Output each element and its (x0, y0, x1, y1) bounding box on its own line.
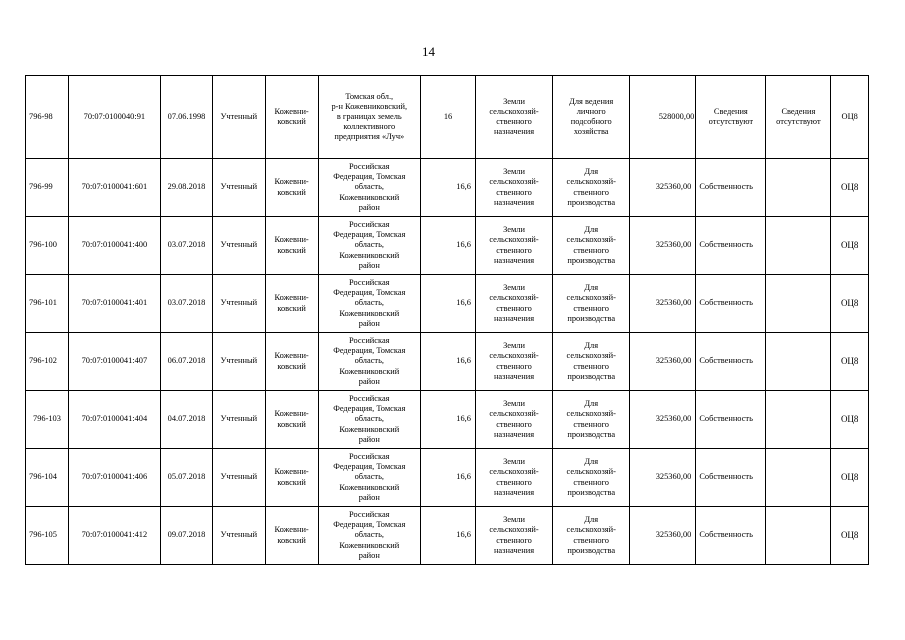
cadastral-value: 325360,00 (630, 333, 696, 391)
zone-code: ОЦ8 (831, 507, 869, 565)
cadastral-number: 70:07:0100041:407 (68, 333, 160, 391)
zone-code: ОЦ8 (831, 76, 869, 159)
area: 16,6 (421, 217, 476, 275)
land-category: Земли сельскохозяй- ственного назначения (475, 391, 552, 449)
cadastral-number: 70:07:0100041:404 (68, 391, 160, 449)
zone-code: ОЦ8 (831, 333, 869, 391)
cadastral-value: 325360,00 (630, 217, 696, 275)
right-type: Собственность (696, 507, 766, 565)
encumbrance (766, 217, 831, 275)
record-number: 796-105 (26, 507, 69, 565)
address: Российская Федерация, Томская область, Кожевниковский район (318, 333, 421, 391)
encumbrance (766, 159, 831, 217)
district: Кожевни- ковский (265, 333, 318, 391)
right-type: Собственность (696, 391, 766, 449)
permitted-use: Для сельскохозяй- ственного производства (553, 449, 630, 507)
table-row (26, 333, 869, 391)
land-category: Земли сельскохозяй- ственного назначения (475, 76, 552, 159)
encumbrance (766, 507, 831, 565)
registration-date: 04.07.2018 (161, 391, 213, 449)
area: 16,6 (421, 159, 476, 217)
area: 16,6 (421, 391, 476, 449)
record-number: 796-100 (26, 217, 69, 275)
encumbrance (766, 391, 831, 449)
record-status: Учтенный (212, 391, 265, 449)
cadastral-number: 70:07:0100041:401 (68, 275, 160, 333)
right-type: Собственность (696, 217, 766, 275)
table-row (26, 449, 869, 507)
zone-code: ОЦ8 (831, 391, 869, 449)
address: Российская Федерация, Томская область, Кожевниковский район (318, 275, 421, 333)
zone-code: ОЦ8 (831, 217, 869, 275)
cadastral-number: 70:07:0100041:412 (68, 507, 160, 565)
record-status: Учтенный (212, 159, 265, 217)
table-row (26, 76, 869, 159)
record-number: 796-104 (26, 449, 69, 507)
cadastral-number: 70:07:0100041:400 (68, 217, 160, 275)
land-category: Земли сельскохозяй- ственного назначения (475, 449, 552, 507)
land-category: Земли сельскохозяй- ственного назначения (475, 159, 552, 217)
page-number: 14 (422, 44, 435, 59)
record-status: Учтенный (212, 449, 265, 507)
encumbrance: Сведения отсутствуют (766, 76, 831, 159)
registration-date: 07.06.1998 (161, 76, 213, 159)
permitted-use: Для сельскохозяй- ственного производства (553, 159, 630, 217)
district: Кожевни- ковский (265, 217, 318, 275)
district: Кожевни- ковский (265, 275, 318, 333)
record-number: 796-99 (26, 159, 69, 217)
record-number: 796-101 (26, 275, 69, 333)
record-status: Учтенный (212, 333, 265, 391)
encumbrance (766, 275, 831, 333)
zone-code: ОЦ8 (831, 449, 869, 507)
address: Российская Федерация, Томская область, Кожевниковский район (318, 159, 421, 217)
record-status: Учтенный (212, 275, 265, 333)
cadastral-value: 325360,00 (630, 159, 696, 217)
permitted-use: Для сельскохозяй- ственного производства (553, 391, 630, 449)
right-type: Собственность (696, 275, 766, 333)
zone-code: ОЦ8 (831, 159, 869, 217)
registration-date: 03.07.2018 (161, 275, 213, 333)
table-row (26, 275, 869, 333)
area: 16,6 (421, 275, 476, 333)
district: Кожевни- ковский (265, 449, 318, 507)
address: Томская обл., р-н Кожевниковский, в границах земель коллективного предприятия «Луч» (318, 76, 421, 159)
right-type: Сведения отсутствуют (696, 76, 766, 159)
district: Кожевни- ковский (265, 507, 318, 565)
registration-date: 05.07.2018 (161, 449, 213, 507)
table-row (26, 391, 869, 449)
right-type: Собственность (696, 449, 766, 507)
address: Российская Федерация, Томская область, Кожевниковский район (318, 391, 421, 449)
table-row (26, 507, 869, 565)
record-number: 796-103 (26, 391, 69, 449)
address: Российская Федерация, Томская область, Кожевниковский район (318, 217, 421, 275)
area: 16,6 (421, 333, 476, 391)
land-registry-table (25, 75, 869, 565)
district: Кожевни- ковский (265, 391, 318, 449)
record-number: 796-102 (26, 333, 69, 391)
land-category: Земли сельскохозяй- ственного назначения (475, 217, 552, 275)
cadastral-value: 325360,00 (630, 449, 696, 507)
record-status: Учтенный (212, 217, 265, 275)
cadastral-number: 70:07:0100041:601 (68, 159, 160, 217)
zone-code: ОЦ8 (831, 275, 869, 333)
record-status: Учтенный (212, 76, 265, 159)
cadastral-value: 325360,00 (630, 507, 696, 565)
cadastral-number: 70:07:0100040:91 (68, 76, 160, 159)
district: Кожевни- ковский (265, 159, 318, 217)
address: Российская Федерация, Томская область, Кожевниковский район (318, 507, 421, 565)
encumbrance (766, 333, 831, 391)
district: Кожевни- ковский (265, 76, 318, 159)
registration-date: 06.07.2018 (161, 333, 213, 391)
cadastral-value: 325360,00 (630, 391, 696, 449)
table-row (26, 217, 869, 275)
permitted-use: Для сельскохозяй- ственного производства (553, 275, 630, 333)
area: 16,6 (421, 449, 476, 507)
cadastral-value: 528000,00 (630, 76, 696, 159)
encumbrance (766, 449, 831, 507)
table-row (26, 159, 869, 217)
area: 16 (421, 76, 476, 159)
registration-date: 09.07.2018 (161, 507, 213, 565)
permitted-use: Для ведения личного подсобного хозяйства (553, 76, 630, 159)
area: 16,6 (421, 507, 476, 565)
right-type: Собственность (696, 333, 766, 391)
record-status: Учтенный (212, 507, 265, 565)
cadastral-value: 325360,00 (630, 275, 696, 333)
registration-date: 29.08.2018 (161, 159, 213, 217)
cadastral-number: 70:07:0100041:406 (68, 449, 160, 507)
land-category: Земли сельскохозяй- ственного назначения (475, 507, 552, 565)
registration-date: 03.07.2018 (161, 217, 213, 275)
land-category: Земли сельскохозяй- ственного назначения (475, 333, 552, 391)
permitted-use: Для сельскохозяй- ственного производства (553, 217, 630, 275)
land-category: Земли сельскохозяй- ственного назначения (475, 275, 552, 333)
permitted-use: Для сельскохозяй- ственного производства (553, 333, 630, 391)
record-number: 796-98 (26, 76, 69, 159)
right-type: Собственность (696, 159, 766, 217)
permitted-use: Для сельскохозяй- ственного производства (553, 507, 630, 565)
address: Российская Федерация, Томская область, Кожевниковский район (318, 449, 421, 507)
